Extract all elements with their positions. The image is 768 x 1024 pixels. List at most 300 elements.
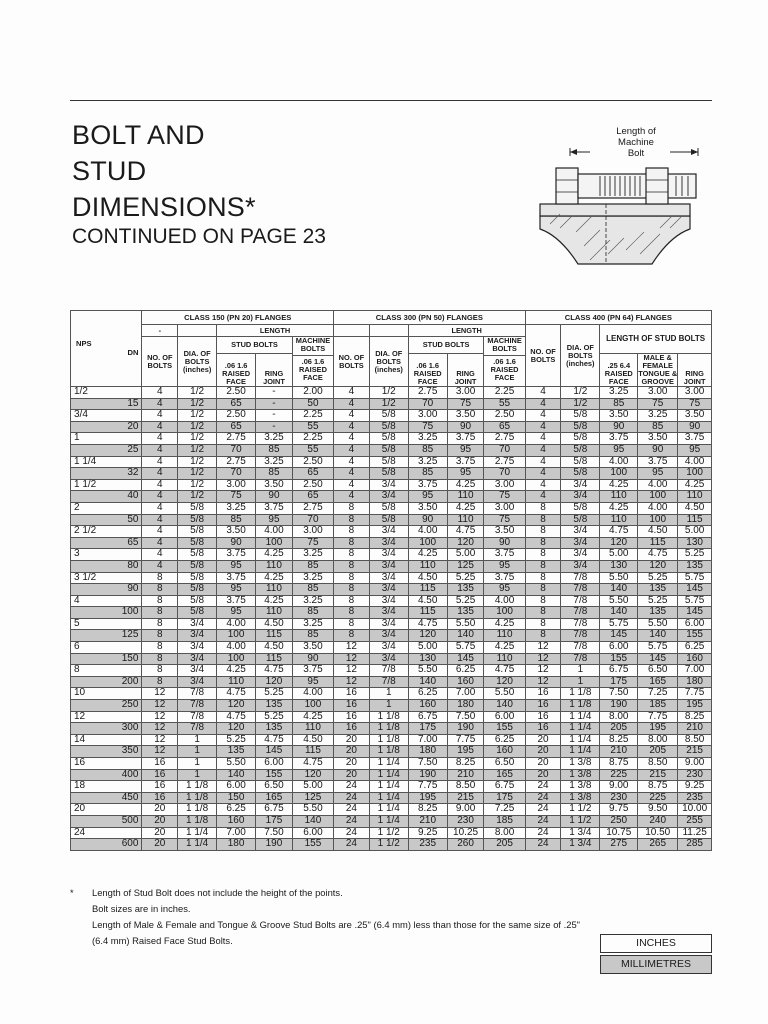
table-cell: 4.50 — [256, 618, 293, 630]
table-cell: 1 3/8 — [561, 792, 600, 804]
table-cell: 250 — [600, 815, 638, 827]
table-cell: 3.75 — [292, 665, 333, 677]
table-cell: 75 — [484, 491, 525, 503]
table-row-in — [71, 387, 712, 399]
nps-label: NPS — [76, 338, 92, 348]
table-cell: 115 — [256, 630, 293, 642]
table-cell: 1 1/4 — [369, 781, 408, 793]
table-cell: 4 — [334, 410, 370, 422]
table-cell: 110 — [678, 491, 712, 503]
dn-cell: 400 — [71, 769, 142, 781]
table-cell: 16 — [142, 792, 178, 804]
table-cell: 5/8 — [178, 526, 217, 538]
table-cell: 6.50 — [638, 665, 678, 677]
table-cell: 2.50 — [217, 410, 256, 422]
table-cell: 4 — [142, 387, 178, 399]
table-cell: 75 — [484, 514, 525, 526]
table-cell: 85 — [256, 468, 293, 480]
table-cell: 1 1/8 — [369, 746, 408, 758]
table-cell: 8 — [142, 676, 178, 688]
table-cell: 1 — [178, 758, 217, 770]
table-cell: 12 — [334, 665, 370, 677]
dn-cell: 20 — [71, 421, 142, 433]
nps-cell: 6 — [71, 642, 142, 654]
table-cell: 3.25 — [292, 549, 333, 561]
class-150-header: CLASS 150 (PN 20) FLANGES — [142, 311, 334, 325]
table-cell: 140 — [217, 769, 256, 781]
table-cell: 125 — [292, 792, 333, 804]
table-cell: 155 — [256, 769, 293, 781]
table-cell: 145 — [256, 746, 293, 758]
table-cell: 7.00 — [408, 734, 447, 746]
table-cell: 5.50 — [600, 595, 638, 607]
table-cell: 65 — [292, 491, 333, 503]
table-cell: 120 — [447, 537, 484, 549]
table-row-mm — [71, 815, 712, 827]
table-cell: 8 — [525, 584, 561, 596]
table-cell: 160 — [678, 653, 712, 665]
bolt-dimensions-table — [70, 310, 712, 851]
table-row-mm — [71, 792, 712, 804]
table-cell: 1 1/8 — [561, 688, 600, 700]
table-cell: 6.25 — [217, 804, 256, 816]
table-cell: 1 — [178, 746, 217, 758]
dn-cell: 65 — [71, 537, 142, 549]
table-cell: 110 — [408, 560, 447, 572]
table-cell: 5/8 — [561, 444, 600, 456]
table-cell: 5.00 — [292, 781, 333, 793]
table-row-in — [71, 711, 712, 723]
class-400-length-of-stud-bolts-header: LENGTH OF STUD BOLTS — [600, 325, 712, 354]
table-cell: 195 — [408, 792, 447, 804]
nps-cell: 20 — [71, 804, 142, 816]
table-cell: 7.00 — [678, 665, 712, 677]
table-cell: 3/4 — [178, 642, 217, 654]
table-cell: 95 — [484, 560, 525, 572]
table-cell: 4.25 — [256, 595, 293, 607]
table-cell: 5.00 — [600, 549, 638, 561]
table-cell: 1 1/4 — [561, 723, 600, 735]
table-cell: 24 — [334, 815, 370, 827]
table-cell: 3/4 — [561, 537, 600, 549]
table-cell: 70 — [217, 444, 256, 456]
table-cell: 6.75 — [408, 711, 447, 723]
table-cell: 95 — [600, 444, 638, 456]
table-cell: 135 — [256, 723, 293, 735]
table-cell: 3.75 — [256, 502, 293, 514]
table-cell: 4 — [525, 444, 561, 456]
table-cell: 120 — [600, 537, 638, 549]
table-cell: 5.50 — [484, 688, 525, 700]
table-cell: 5.25 — [256, 688, 293, 700]
table-cell: 1 — [369, 700, 408, 712]
table-row-in — [71, 572, 712, 584]
table-cell: 3/4 — [369, 618, 408, 630]
table-cell: 7/8 — [561, 653, 600, 665]
table-cell: 7/8 — [561, 642, 600, 654]
table-cell: 20 — [334, 746, 370, 758]
table-cell: 180 — [408, 746, 447, 758]
nps-cell: 1 1/4 — [71, 456, 142, 468]
table-row-mm — [71, 514, 712, 526]
table-cell: 120 — [408, 630, 447, 642]
table-cell: 110 — [256, 584, 293, 596]
table-row-mm — [71, 723, 712, 735]
table-cell: 235 — [678, 792, 712, 804]
table-cell: 3/4 — [561, 479, 600, 491]
table-cell: 5.75 — [600, 618, 638, 630]
table-cell: 16 — [525, 688, 561, 700]
table-row-in — [71, 433, 712, 445]
table-cell: 12 — [334, 676, 370, 688]
table-cell: - — [256, 387, 293, 399]
table-cell: 65 — [484, 421, 525, 433]
table-cell: 4.00 — [256, 526, 293, 538]
table-cell: 3.25 — [408, 456, 447, 468]
table-cell: 8 — [525, 549, 561, 561]
table-cell: 65 — [217, 421, 256, 433]
table-cell: 1/2 — [178, 421, 217, 433]
table-cell: 3.25 — [256, 456, 293, 468]
table-row-mm — [71, 444, 712, 456]
table-cell: 24 — [334, 781, 370, 793]
table-cell: 1 1/8 — [178, 804, 217, 816]
table-cell: 1 1/8 — [369, 734, 408, 746]
table-cell: 7.75 — [678, 688, 712, 700]
table-cell: 1 1/4 — [369, 815, 408, 827]
table-cell: 3.75 — [484, 549, 525, 561]
table-cell: 195 — [678, 700, 712, 712]
table-cell: 5.25 — [217, 734, 256, 746]
table-cell: 6.00 — [678, 618, 712, 630]
table-cell: 1 — [561, 665, 600, 677]
table-cell: 5.25 — [638, 572, 678, 584]
table-cell: 1/2 — [178, 491, 217, 503]
table-cell: 3/4 — [178, 630, 217, 642]
table-cell: 6.75 — [484, 781, 525, 793]
table-cell: 1 1/4 — [561, 746, 600, 758]
table-cell: 225 — [638, 792, 678, 804]
table-cell: 1 — [178, 734, 217, 746]
table-cell: 7/8 — [561, 618, 600, 630]
table-cell: 160 — [408, 700, 447, 712]
table-cell: 100 — [217, 630, 256, 642]
table-cell: 5.00 — [447, 549, 484, 561]
table-row-in — [71, 526, 712, 538]
table-cell: 3/4 — [561, 560, 600, 572]
table-cell: 3.75 — [447, 456, 484, 468]
table-cell: 5.50 — [447, 618, 484, 630]
table-cell: 5/8 — [561, 502, 600, 514]
table-cell: 4 — [142, 433, 178, 445]
table-cell: 140 — [638, 630, 678, 642]
nps-cell: 1/2 — [71, 387, 142, 399]
table-cell: 5.25 — [447, 572, 484, 584]
nps-cell: 16 — [71, 758, 142, 770]
table-cell: 135 — [678, 560, 712, 572]
table-cell: 115 — [256, 653, 293, 665]
table-cell: 4 — [142, 560, 178, 572]
table-cell: 70 — [484, 444, 525, 456]
table-cell: 16 — [142, 758, 178, 770]
table-cell: 8.50 — [678, 734, 712, 746]
table-cell: 4 — [334, 468, 370, 480]
table-cell: 4.75 — [600, 526, 638, 538]
table-cell: 24 — [525, 827, 561, 839]
class-300-machine-bolts-header — [484, 337, 525, 387]
class-150-machine-raised-face-label: .06 1.6 RAISED FACE — [293, 355, 333, 382]
table-cell: 85 — [292, 607, 333, 619]
table-cell: 1 1/4 — [369, 769, 408, 781]
table-cell: 8.25 — [600, 734, 638, 746]
dn-cell: 450 — [71, 792, 142, 804]
table-cell: 3/4 — [369, 642, 408, 654]
table-cell: 140 — [600, 607, 638, 619]
table-cell: 3/4 — [369, 479, 408, 491]
table-cell: 8 — [525, 595, 561, 607]
table-cell: 4.00 — [408, 526, 447, 538]
table-cell: 210 — [600, 746, 638, 758]
table-cell: 4.75 — [292, 758, 333, 770]
nps-cell: 5 — [71, 618, 142, 630]
table-cell: - — [256, 410, 293, 422]
table-cell: 5/8 — [178, 572, 217, 584]
nps-cell: 3/4 — [71, 410, 142, 422]
class-150-stud-raised-face-header: .06 1.6 RAISED FACE — [217, 354, 256, 387]
table-cell: 160 — [484, 746, 525, 758]
table-cell: 4.75 — [256, 734, 293, 746]
table-row-mm — [71, 839, 712, 851]
table-cell: 7/8 — [561, 572, 600, 584]
table-cell: 5.50 — [292, 804, 333, 816]
table-cell: 5.25 — [256, 711, 293, 723]
table-cell: 16 — [334, 688, 370, 700]
table-cell: 95 — [447, 468, 484, 480]
table-cell: 90 — [292, 653, 333, 665]
table-cell: 7/8 — [178, 711, 217, 723]
table-cell: 4 — [142, 491, 178, 503]
nps-cell: 4 — [71, 595, 142, 607]
table-cell: 3.00 — [638, 387, 678, 399]
table-cell: 4 — [334, 456, 370, 468]
table-cell: 4.25 — [600, 479, 638, 491]
table-cell: 8 — [142, 572, 178, 584]
table-cell: 1 3/8 — [561, 781, 600, 793]
table-cell: 5.25 — [638, 595, 678, 607]
table-cell: 75 — [292, 537, 333, 549]
table-cell: 3.75 — [217, 595, 256, 607]
table-cell: 3.75 — [217, 549, 256, 561]
table-cell: 7.00 — [217, 827, 256, 839]
table-cell: 5/8 — [369, 456, 408, 468]
class-400-no-of-bolts-header: NO. OF BOLTS — [525, 325, 561, 387]
table-cell: 1/2 — [561, 398, 600, 410]
table-cell: - — [256, 398, 293, 410]
table-cell: 6.00 — [600, 642, 638, 654]
table-cell: 7/8 — [369, 676, 408, 688]
table-cell: 2.25 — [292, 433, 333, 445]
table-cell: 1 1/4 — [561, 734, 600, 746]
table-cell: 8 — [334, 526, 370, 538]
table-cell: 2.75 — [292, 502, 333, 514]
table-cell: 8.25 — [447, 758, 484, 770]
table-cell: 7/8 — [369, 665, 408, 677]
table-cell: 185 — [638, 700, 678, 712]
table-cell: 4.25 — [256, 549, 293, 561]
table-cell: 5.50 — [217, 758, 256, 770]
table-cell: 155 — [600, 653, 638, 665]
table-cell: 85 — [217, 514, 256, 526]
table-cell: 120 — [217, 723, 256, 735]
table-cell: 4.00 — [292, 688, 333, 700]
table-cell: 3/4 — [369, 491, 408, 503]
table-cell: 100 — [638, 514, 678, 526]
table-row-mm — [71, 560, 712, 572]
table-cell: 135 — [217, 746, 256, 758]
table-cell: 190 — [600, 700, 638, 712]
table-cell: 160 — [447, 676, 484, 688]
dn-cell: 50 — [71, 514, 142, 526]
dn-cell: 40 — [71, 491, 142, 503]
table-cell: 190 — [256, 839, 293, 851]
table-cell: 145 — [447, 653, 484, 665]
legend-millimetres: MILLIMETRES — [600, 955, 712, 974]
table-cell: 110 — [256, 560, 293, 572]
class-300-machine-raised-face-label: .06 1.6 RAISED FACE — [484, 355, 524, 382]
table-cell: 4.75 — [484, 665, 525, 677]
table-cell: 95 — [447, 444, 484, 456]
table-cell: 135 — [638, 584, 678, 596]
nps-cell: 8 — [71, 665, 142, 677]
table-cell: 4 — [142, 398, 178, 410]
table-cell: 12 — [142, 711, 178, 723]
table-cell: 3.25 — [292, 572, 333, 584]
table-cell: 1 1/2 — [561, 815, 600, 827]
table-cell: 175 — [256, 815, 293, 827]
table-cell: 6.00 — [256, 758, 293, 770]
table-cell: 1/2 — [178, 410, 217, 422]
table-cell: 4.25 — [408, 549, 447, 561]
title-line-3: DIMENSIONS* — [72, 192, 256, 222]
table-cell: 205 — [484, 839, 525, 851]
table-cell: 4.25 — [678, 479, 712, 491]
table-cell: 140 — [447, 630, 484, 642]
table-row-mm — [71, 421, 712, 433]
table-cell: 95 — [217, 584, 256, 596]
table-cell: 11.25 — [678, 827, 712, 839]
table-cell: 4 — [334, 387, 370, 399]
table-cell: 24 — [525, 792, 561, 804]
table-cell: 8 — [334, 514, 370, 526]
footnote-1-text: Length of Stud Bolt does not include the height of the points. — [92, 887, 343, 898]
table-cell: 235 — [408, 839, 447, 851]
table-cell: 7/8 — [178, 723, 217, 735]
table-cell: 1 3/8 — [561, 769, 600, 781]
table-cell: 5/8 — [369, 421, 408, 433]
table-cell: 1 1/4 — [369, 792, 408, 804]
table-cell: 195 — [638, 723, 678, 735]
table-cell: 3.75 — [678, 433, 712, 445]
table-cell: 7.50 — [600, 688, 638, 700]
table-cell: 210 — [678, 723, 712, 735]
table-cell: 115 — [408, 584, 447, 596]
table-cell: 75 — [447, 398, 484, 410]
table-cell: 1 1/8 — [178, 781, 217, 793]
table-cell: 3.75 — [408, 479, 447, 491]
table-cell: 8 — [525, 537, 561, 549]
table-cell: 3.75 — [447, 433, 484, 445]
nps-cell: 14 — [71, 734, 142, 746]
table-cell: 3/4 — [369, 549, 408, 561]
table-cell: 4.00 — [638, 479, 678, 491]
table-cell: 8.75 — [638, 781, 678, 793]
table-cell: 8 — [334, 595, 370, 607]
table-cell: 120 — [638, 560, 678, 572]
dn-cell: 600 — [71, 839, 142, 851]
table-cell: 4 — [334, 421, 370, 433]
table-cell: 20 — [142, 839, 178, 851]
table-cell: 1/2 — [178, 468, 217, 480]
table-cell: 8 — [334, 572, 370, 584]
table-cell: 155 — [484, 723, 525, 735]
table-row-in — [71, 502, 712, 514]
table-cell: 3.50 — [217, 526, 256, 538]
table-cell: 7/8 — [178, 688, 217, 700]
table-cell: 7.50 — [447, 711, 484, 723]
table-cell: 4 — [525, 410, 561, 422]
table-cell: 4 — [525, 398, 561, 410]
table-cell: 8 — [525, 502, 561, 514]
table-cell: 5/8 — [178, 595, 217, 607]
table-cell: 20 — [142, 804, 178, 816]
table-cell: 8 — [525, 630, 561, 642]
table-cell: 95 — [256, 514, 293, 526]
table-cell: 190 — [408, 769, 447, 781]
table-cell: 1 1/4 — [561, 711, 600, 723]
table-cell: 9.00 — [678, 758, 712, 770]
table-cell: 175 — [408, 723, 447, 735]
table-cell: 255 — [678, 815, 712, 827]
table-row-in — [71, 781, 712, 793]
table-cell: 4.50 — [638, 526, 678, 538]
table-cell: 65 — [217, 398, 256, 410]
table-cell: 20 — [525, 758, 561, 770]
table-cell: 3.50 — [408, 502, 447, 514]
table-cell: 4 — [142, 549, 178, 561]
table-cell: 5.50 — [408, 665, 447, 677]
dn-cell: 250 — [71, 700, 142, 712]
table-cell: 90 — [678, 421, 712, 433]
table-cell: 12 — [142, 688, 178, 700]
table-cell: 5.25 — [447, 595, 484, 607]
table-cell: 6.00 — [217, 781, 256, 793]
table-cell: 90 — [638, 444, 678, 456]
nps-cell: 2 — [71, 502, 142, 514]
units-legend — [600, 934, 712, 974]
table-cell: 3.00 — [292, 526, 333, 538]
table-cell: 7/8 — [178, 700, 217, 712]
table-cell: 1/2 — [369, 387, 408, 399]
table-cell: 10.50 — [638, 827, 678, 839]
table-cell: 75 — [678, 398, 712, 410]
table-cell: 6.25 — [447, 665, 484, 677]
table-cell: 6.00 — [484, 711, 525, 723]
table-row-in — [71, 688, 712, 700]
table-cell: 8 — [142, 630, 178, 642]
footnote-3: Length of Male & Female and Tongue & Groove Stud Bolts are .25" (6.4 mm) less than those for the same size of .25" — [92, 919, 580, 930]
class-300-dia-header: DIA. OF BOLTS (inches) — [369, 337, 408, 387]
table-cell: 8 — [334, 502, 370, 514]
